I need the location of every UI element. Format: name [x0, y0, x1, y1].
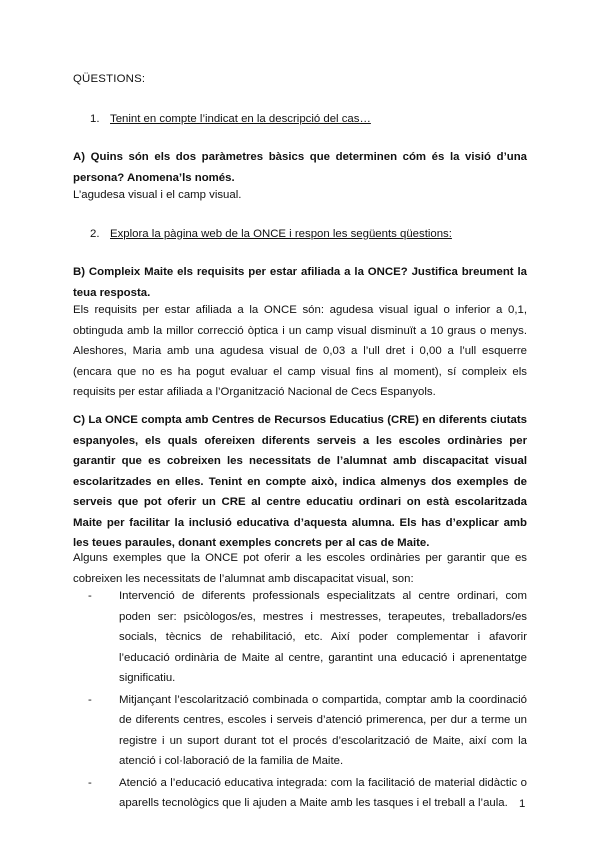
- item-number: 1.: [90, 113, 100, 125]
- item-heading: Explora la pàgina web de la ONCE i respon les següents qüestions:: [110, 228, 452, 240]
- question-b: B) Compleix Maite els requisits per estar afiliada a la ONCE? Justifica breument la teua resposta.: [73, 266, 527, 299]
- numbered-item-1: [90, 109, 371, 130]
- page-number: 1: [519, 798, 526, 810]
- list-item-text: Intervenció de diferents professionals especialitzats al centre ordinari, com poden ser: psicòlogos/es, mestres i mestresses, terapeutes, treballadors/es socials, tècnics de rehabilitació, etc. Així poder complementar i afavorir l’educació ordinària de Maite al centre, garantint una educació i aprenentatge significatiu.: [119, 590, 527, 684]
- dash-bullet: -: [88, 776, 92, 789]
- dash-bullet: -: [88, 590, 92, 602]
- page-title: QÜESTIONS:: [73, 73, 146, 85]
- dash-bullet: -: [88, 693, 92, 706]
- list-item: [88, 586, 527, 689]
- answer-c-list: [88, 586, 527, 814]
- answer-c-intro: Alguns exemples que la ONCE pot oferir a les escoles ordinàries per garantir que es cobreixen les necessitats de l’alumnat amb discapacitat visual, son:: [73, 552, 527, 585]
- answer-b: Els requisits per estar afiliada a la ONCE són: agudesa visual igual o inferior a 0,1, obtinguda amb la millor correcció òptica i un camp visual disminuït a 10 graus o menys. Aleshores, Maria amb una agudesa visual de 0,03 a l’ull dret i 0,00 a l’ull esquerre (encara que no es ha pogut evaluar el camp visual fins al moment), sí compleix els requisits per estar afiliada a l’Organització Nacional de Cecs Espanyols.: [73, 304, 527, 398]
- question-a: A) Quins són els dos paràmetres bàsics que determinen cóm és la visió d’una persona? Anomena’ls només.: [73, 151, 527, 184]
- answer-a: L’agudesa visual i el camp visual.: [73, 189, 242, 201]
- item-number: 2.: [90, 228, 100, 240]
- list-item: [88, 690, 527, 772]
- question-c: C) La ONCE compta amb Centres de Recursos Educatius (CRE) en diferents ciutats espanyoles, els quals ofereixen diferents serveis a les escoles ordinàries per garantir que es cobreixen les necessitats de l’alumnat amb discapacitat visual escolaritzades en elles. Tenint en compte això, indica almenys dos exemples de serveis que pot oferir un CRE al centre educatiu ordinari on està escolaritzada Maite per facilitar la inclusió educativa d’aquesta alumna. Els has d’explicar amb les teues paraules, donant exemples concrets per al cas de Maite.: [73, 414, 527, 549]
- list-item-text: Atenció a l’educació educativa integrada: com la facilitació de material didàctic o aparells tecnològics que li ajuden a Maite amb les tasques i el treball a l’aula.: [119, 776, 527, 809]
- numbered-item-2: [90, 224, 452, 245]
- list-item: [88, 773, 527, 814]
- item-heading: Tenint en compte l’indicat en la descripció del cas…: [110, 113, 371, 125]
- list-item-text: Mitjançant l’escolarització combinada o compartida, comptar amb la coordinació de diferents centres, escoles i serveis d’atenció primerenca, per dur a terme un registre i un suport durant tot el procés d’escolarització de Maite, així com la atenció i col·laboració de la familia de Maite.: [119, 693, 527, 767]
